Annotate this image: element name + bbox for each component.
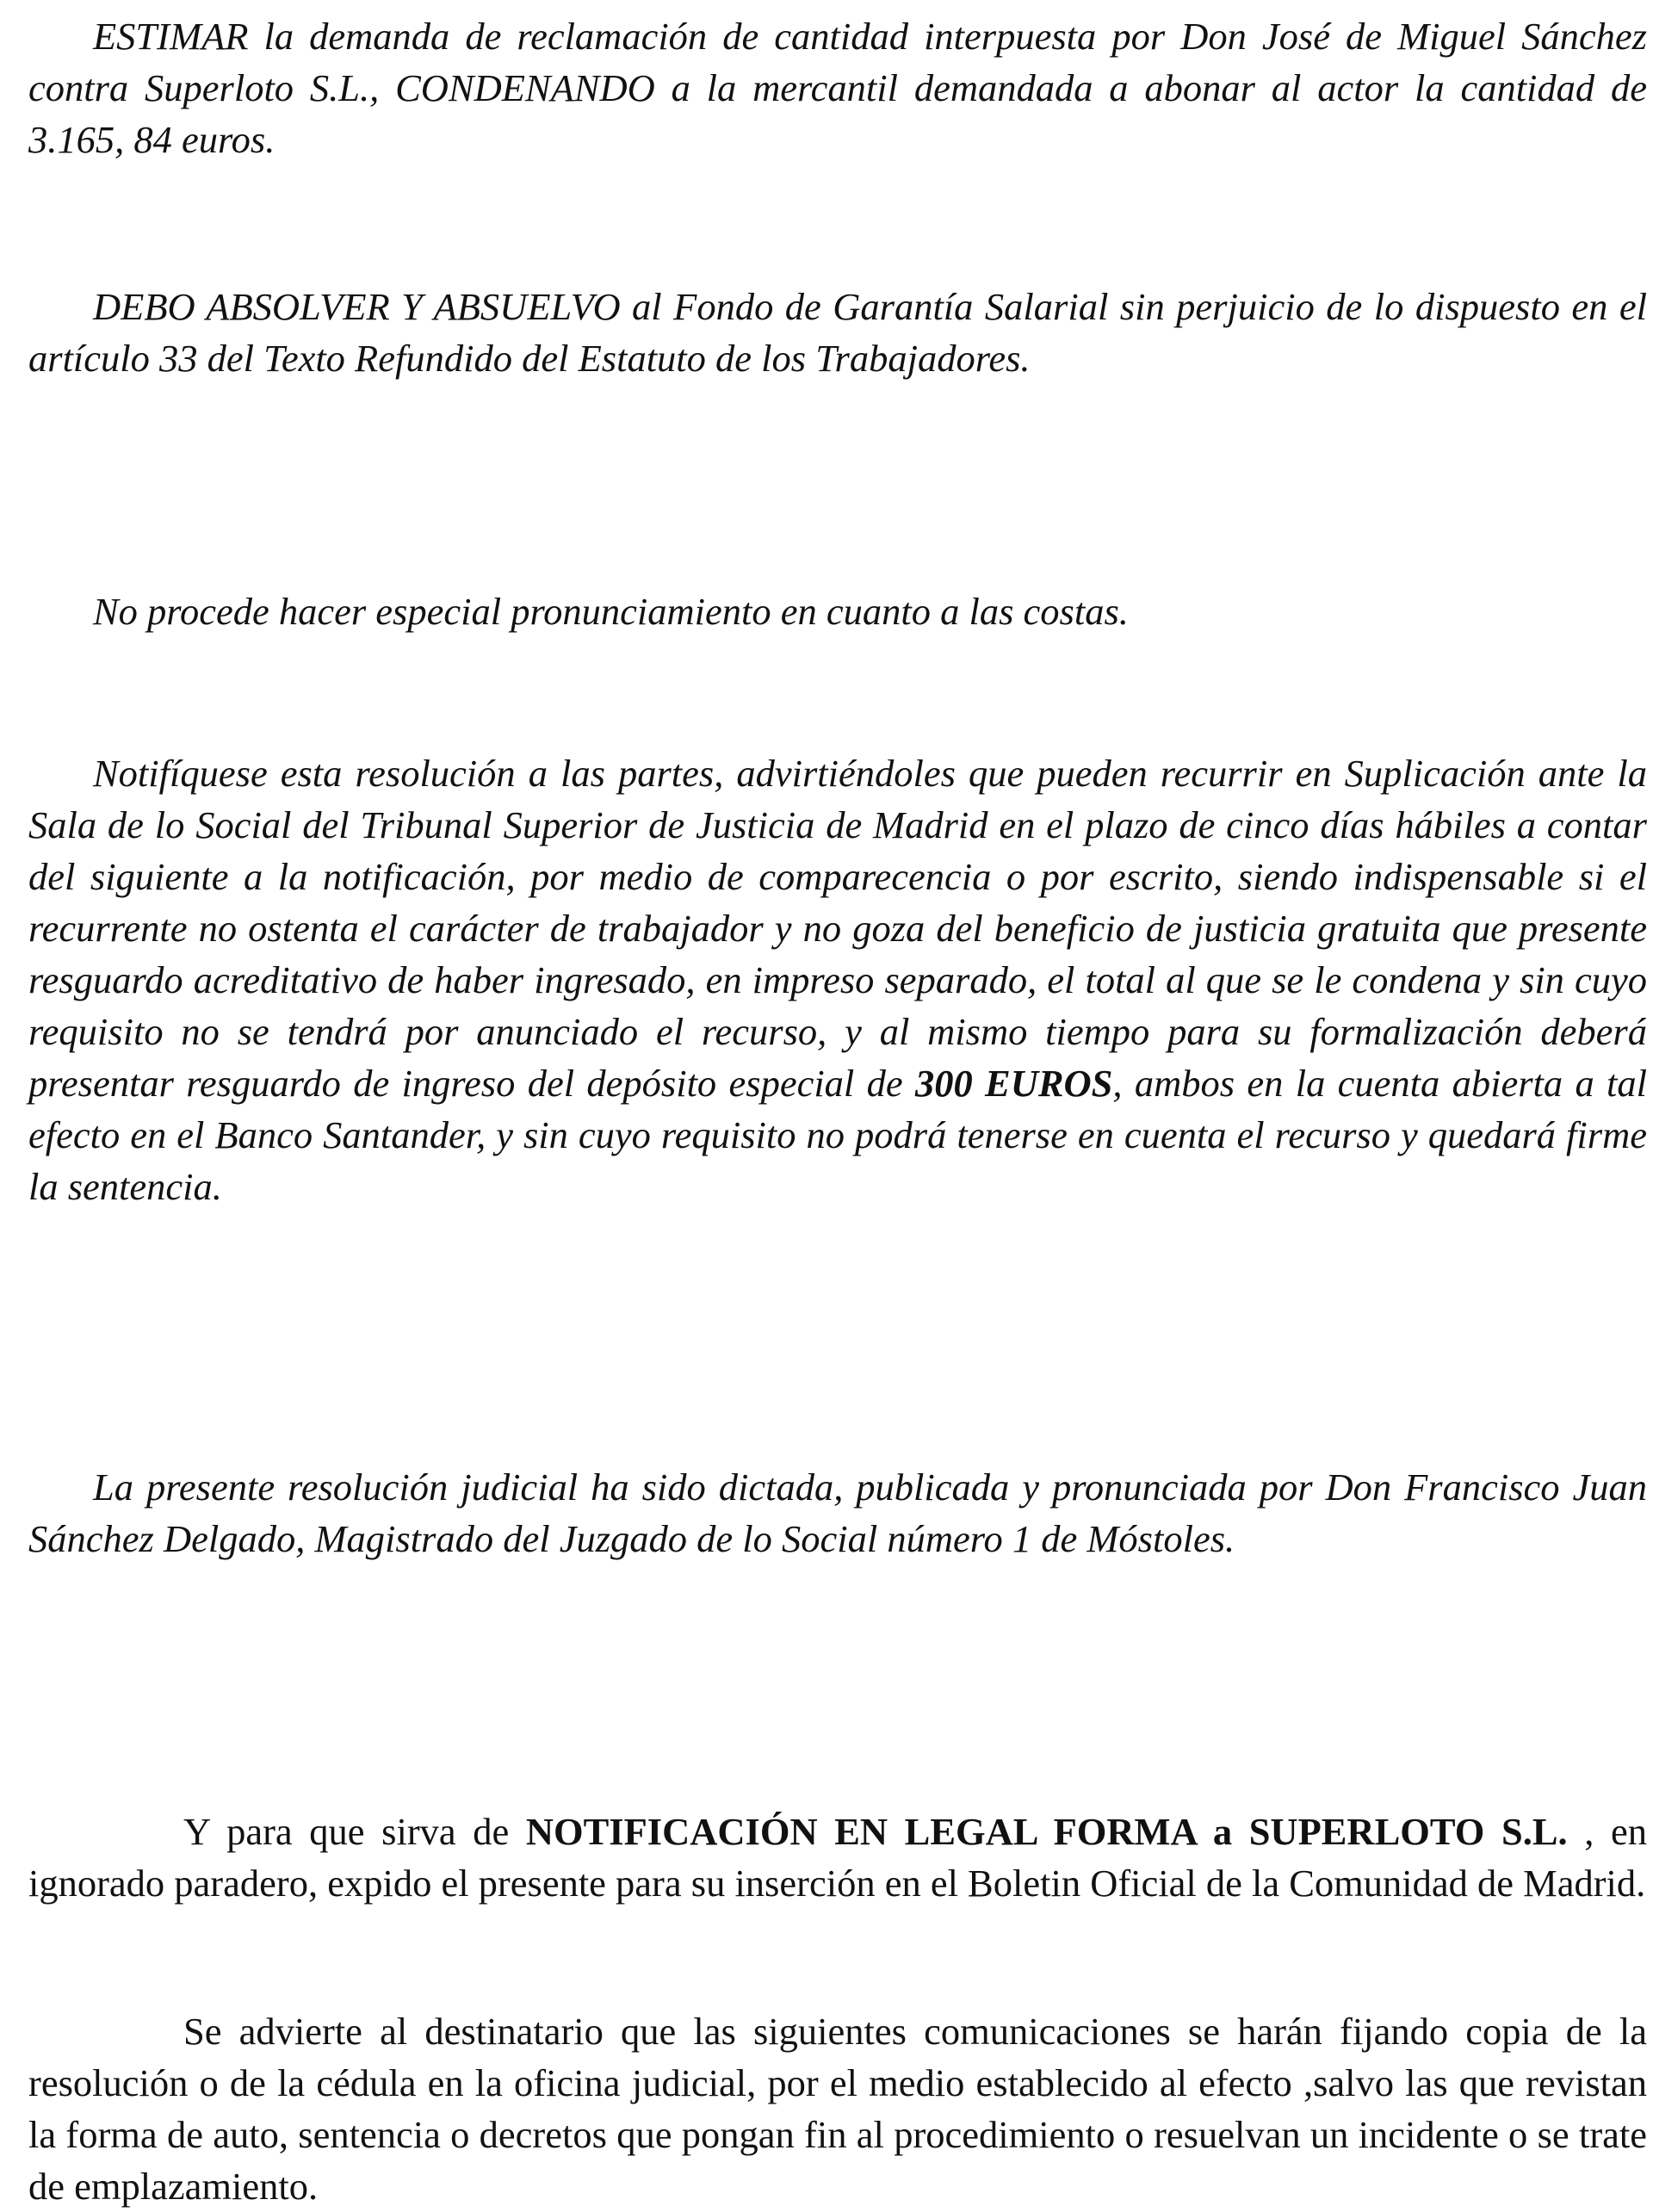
paragraph-costas — [28, 586, 1647, 637]
notificacion-superloto: SUPERLOTO S.L. — [1248, 1810, 1568, 1853]
costas-text: No procede hacer especial pronunciamiento en cuanto a las costas. — [93, 590, 1129, 633]
paragraph-absolver — [28, 281, 1647, 384]
notifiquese-tail: , ambos en la cuenta abierta a tal efecto en el Banco Santander, y sin cuyo requisito no podrá tenerse en cuenta el recurso y quedará firme la sentencia. — [28, 1062, 1647, 1208]
notificacion-a: a — [1196, 1810, 1249, 1853]
estimar-lead: ESTIMAR — [93, 15, 249, 58]
notifiquese-text: Notifíquese esta resolución a las partes, advirtiéndoles que pueden recurrir en Suplicación ante la Sala de lo Social del Tribunal Superior de Justicia de Madrid en el plazo de cinco días hábiles a contar del siguiente a la notificación, por medio de comparecencia o por escrito, siendo indispensable si el recurrente no ostenta el carácter de trabajador y no goza del beneficio de justicia gratuita que presente resguardo acreditativo de haber ingresado, en impreso separado, el total al que se le condena y sin cuyo requisito no se tendrá por anunciado el recurso, y al mismo tiempo para su formalización deberá presentar resguardo de ingreso del depósito especial de — [28, 752, 1647, 1105]
document-page — [28, 0, 1647, 2211]
estimar-condenando: CONDENANDO — [395, 66, 655, 109]
magistrado-text: La presente resolución judicial ha sido dictada, publicada y pronunciada por Don Francisco Juan Sánchez Delgado, Magistrado del Juzgado de lo Social número 1 de Móstoles. — [28, 1465, 1647, 1560]
absolver-text: al Fondo de Garantía Salarial sin perjuicio de lo dispuesto en el artículo 33 del Texto Refundido del Estatuto de los Trabajadores. — [28, 285, 1647, 380]
notificacion-lead: Y para que sirva de — [183, 1810, 526, 1853]
estimar-text: la demanda de reclamación de cantidad interpuesta por Don José de Miguel Sánchez contra Superloto S.L., — [28, 15, 1647, 109]
advertencia-text: Se advierte al destinatario que las siguientes comunicaciones se harán fijando copia de la resolución o de la cédula en la oficina judicial, por el medio establecido al efecto ,salvo las que revistan la forma de auto, sentencia o decretos que pongan fin al procedimiento o resuelvan un incidente o se trate de emplazamiento. — [28, 2010, 1647, 2208]
notificacion-legal-forma: NOTIFICACIÓN EN LEGAL FORMA — [525, 1810, 1197, 1853]
paragraph-notifiquese — [28, 747, 1647, 1212]
deposit-amount: 300 EUROS — [914, 1062, 1113, 1105]
paragraph-magistrado — [28, 1461, 1647, 1565]
estimar-tail: a la mercantil demandada a abonar al actor la cantidad de 3.165, 84 euros. — [28, 66, 1647, 161]
paragraph-advertencia — [28, 2005, 1647, 2212]
notificacion-tail: , en ignorado paradero, expido el presente para su inserción en el Boletin Oficial de la Comunidad de Madrid. — [28, 1810, 1648, 1905]
paragraph-notificacion — [28, 1806, 1647, 1909]
absolver-lead: DEBO ABSOLVER Y ABSUELVO — [93, 285, 621, 328]
paragraph-estimar — [28, 10, 1647, 165]
